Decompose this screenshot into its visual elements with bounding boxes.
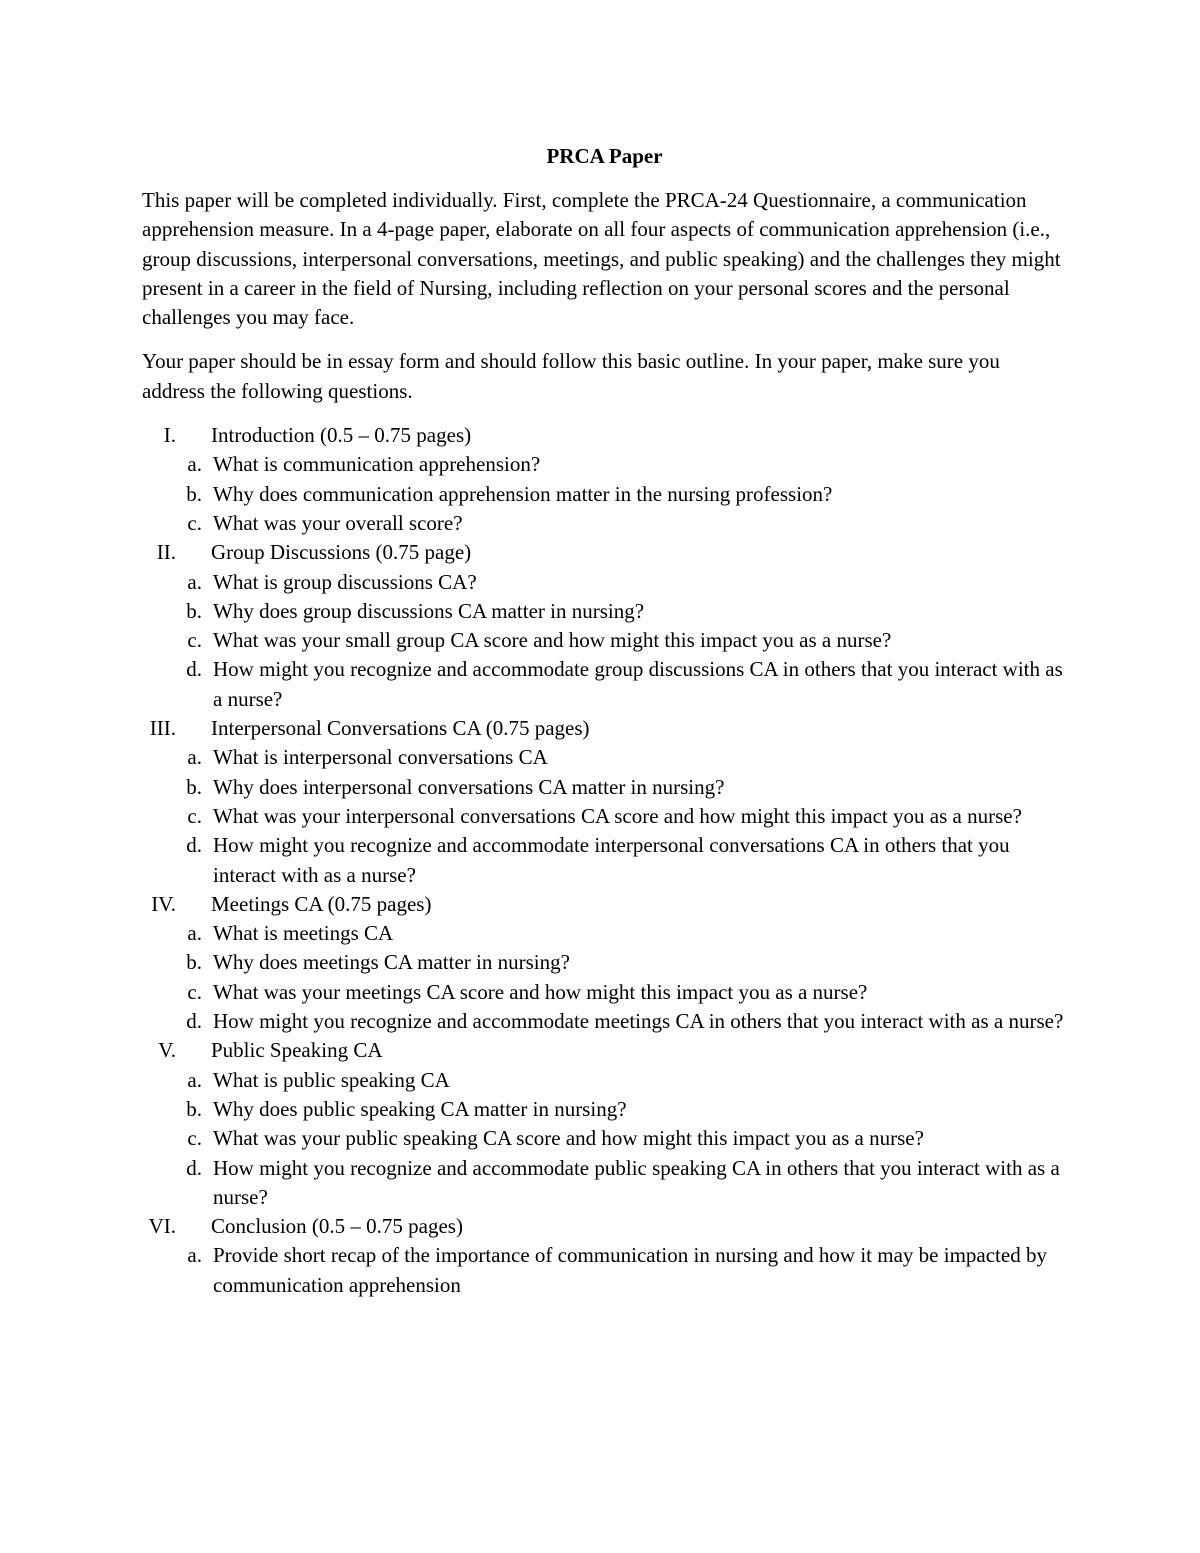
item-letter: c. — [187, 803, 202, 828]
section-numeral: V. — [158, 1038, 176, 1063]
outline-item — [142, 773, 1067, 802]
outline-list — [142, 421, 1067, 1300]
section-heading: Interpersonal Conversations CA (0.75 pages) — [211, 716, 590, 741]
item-letter: b. — [186, 598, 202, 623]
section-heading: Group Discussions (0.75 page) — [211, 540, 472, 565]
item-text: Why does interpersonal conversations CA matter in nursing? — [213, 774, 725, 799]
item-text: What was your overall score? — [213, 510, 463, 535]
section-heading: Conclusion (0.5 – 0.75 pages) — [211, 1214, 463, 1239]
intro-paragraph: This paper will be completed individually. First, complete the PRCA-24 Questionnaire, a communication apprehension measure. In a 4-page paper, elaborate on all four aspects of communication apprehension (i.e., group discussions, interpersonal conversations, meetings, and public speaking) and the challenges they might present in a career in the field of Nursing, including reflection on your personal scores and the personal challenges you may face. — [142, 188, 1061, 330]
section-items — [142, 1241, 1067, 1300]
outline-item — [142, 1007, 1067, 1036]
outline-item — [142, 597, 1067, 626]
outline-item — [142, 919, 1067, 948]
item-letter: c. — [187, 979, 202, 1004]
item-text: What was your meetings CA score and how might this impact you as a nurse? — [213, 979, 868, 1004]
section-numeral: III. — [149, 716, 176, 741]
item-letter: a. — [187, 569, 202, 594]
item-text: How might you recognize and accommodate interpersonal conversations CA in others that you interact with as a nurse? — [213, 833, 1010, 887]
section-heading: Public Speaking CA — [211, 1038, 383, 1063]
document-page — [142, 140, 1067, 1300]
item-text: What is meetings CA — [213, 921, 394, 946]
item-letter: c. — [187, 628, 202, 653]
item-letter: d. — [186, 657, 202, 682]
item-text: How might you recognize and accommodate meetings CA in others that you interact with as a nurse? — [213, 1009, 1064, 1034]
item-letter: a. — [187, 1243, 202, 1268]
section-items — [142, 1066, 1067, 1212]
instructions-paragraph: Your paper should be in essay form and should follow this basic outline. In your paper, make sure you address the following questions. — [142, 349, 1000, 403]
section-numeral: IV. — [151, 891, 176, 916]
item-letter: d. — [186, 1155, 202, 1180]
section-items — [142, 919, 1067, 1036]
outline-item — [142, 509, 1067, 538]
item-letter: a. — [187, 921, 202, 946]
outline-item — [142, 978, 1067, 1007]
item-letter: a. — [187, 1067, 202, 1092]
item-text: Why does meetings CA matter in nursing? — [213, 950, 570, 975]
outline-section — [142, 421, 1067, 450]
outline-item — [142, 450, 1067, 479]
item-letter: a. — [187, 745, 202, 770]
outline-section — [142, 1212, 1067, 1241]
section-numeral: I. — [163, 423, 176, 448]
outline-section — [142, 538, 1067, 567]
item-text: Why does public speaking CA matter in nursing? — [213, 1096, 627, 1121]
outline-item — [142, 655, 1067, 714]
section-items — [142, 743, 1067, 889]
item-letter: b. — [186, 481, 202, 506]
item-text: What is interpersonal conversations CA — [213, 745, 548, 770]
outline-item — [142, 1095, 1067, 1124]
item-text: What was your interpersonal conversations CA score and how might this impact you as a nurse? — [213, 803, 1022, 828]
item-letter: b. — [186, 774, 202, 799]
item-text: What is public speaking CA — [213, 1067, 450, 1092]
item-letter: b. — [186, 1096, 202, 1121]
outline-section — [142, 1036, 1067, 1065]
item-letter: c. — [187, 510, 202, 535]
outline-item — [142, 802, 1067, 831]
outline-item — [142, 1124, 1067, 1153]
outline-item — [142, 1154, 1067, 1213]
item-text: What was your public speaking CA score and how might this impact you as a nurse? — [213, 1126, 924, 1151]
outline-item — [142, 743, 1067, 772]
outline-item — [142, 1066, 1067, 1095]
item-text: Why does communication apprehension matter in the nursing profession? — [213, 481, 833, 506]
outline-section — [142, 890, 1067, 919]
item-text: Why does group discussions CA matter in nursing? — [213, 598, 645, 623]
section-heading: Meetings CA (0.75 pages) — [211, 891, 432, 916]
section-heading: Introduction (0.5 – 0.75 pages) — [211, 423, 472, 448]
section-numeral: II. — [156, 540, 176, 565]
outline-item — [142, 568, 1067, 597]
outline-item — [142, 1241, 1067, 1300]
outline-item — [142, 480, 1067, 509]
item-text: Provide short recap of the importance of communication in nursing and how it may be impacted by communication apprehension — [213, 1243, 1047, 1297]
outline-section — [142, 714, 1067, 743]
item-letter: d. — [186, 1009, 202, 1034]
item-letter: b. — [186, 950, 202, 975]
item-text: What was your small group CA score and how might this impact you as a nurse? — [213, 628, 892, 653]
section-items — [142, 568, 1067, 714]
section-numeral: VI. — [148, 1214, 176, 1239]
item-text: How might you recognize and accommodate group discussions CA in others that you interact with as a nurse? — [213, 657, 1063, 711]
item-letter: c. — [187, 1126, 202, 1151]
outline-item — [142, 831, 1067, 890]
section-items — [142, 450, 1067, 538]
item-text: How might you recognize and accommodate public speaking CA in others that you interact with as a nurse? — [213, 1155, 1060, 1209]
item-letter: a. — [187, 452, 202, 477]
outline-item — [142, 626, 1067, 655]
item-text: What is communication apprehension? — [213, 452, 541, 477]
item-text: What is group discussions CA? — [213, 569, 477, 594]
document-title: PRCA Paper — [546, 144, 663, 168]
item-letter: d. — [186, 833, 202, 858]
outline-item — [142, 948, 1067, 977]
